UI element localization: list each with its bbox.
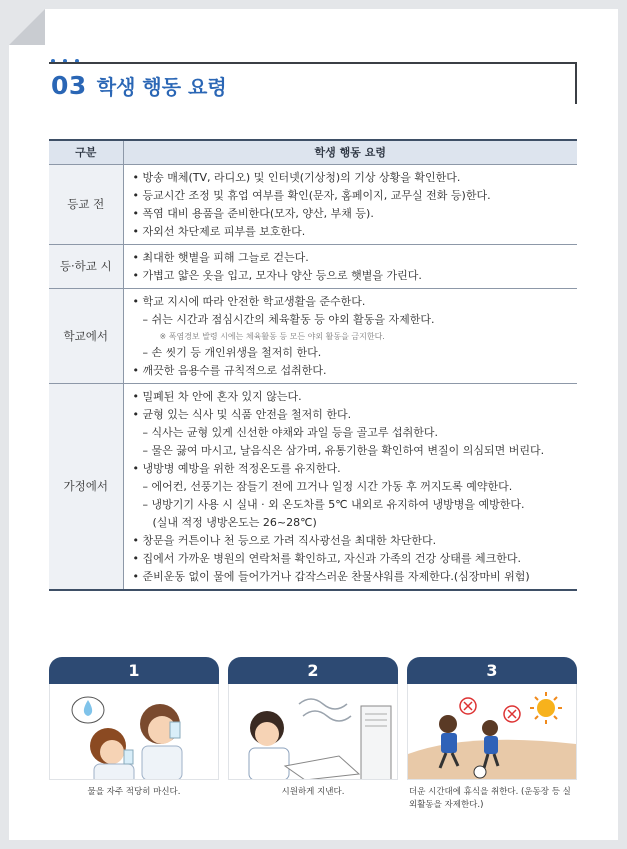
card-caption: 물을 자주 적당히 마신다. — [87, 787, 181, 797]
staying-cool-illustration — [228, 684, 398, 780]
guideline-dash: – 냉방기기 사용 시 실내 · 외 온도차를 5℃ 내외로 유지하여 냉방병을 예방한다. — [133, 496, 572, 514]
guideline-bullet: • 가볍고 얇은 옷을 입고, 모자나 양산 등으로 햇볕을 가린다. — [133, 267, 572, 285]
guideline-bullet: • 창문을 커튼이나 천 등으로 가려 직사광선을 최대한 차단한다. — [133, 532, 572, 550]
card-stay-cool — [228, 657, 398, 799]
table-header-row — [49, 140, 577, 164]
table-row — [49, 244, 577, 288]
row-guidelines — [123, 383, 577, 590]
guideline-bullet: • 준비운동 없이 물에 들어가거나 갑작스러운 찬물샤워를 자제한다.(심장마비 위험) — [133, 568, 572, 586]
table-row — [49, 383, 577, 590]
guideline-bullet: • 냉방병 예방을 위한 적정온도를 유지한다. — [133, 460, 572, 478]
card-number: 3 — [407, 657, 577, 684]
card-number: 2 — [228, 657, 398, 684]
illustration-cards — [49, 657, 577, 827]
row-guidelines — [123, 288, 577, 383]
guideline-bullet: • 방송 매체(TV, 라디오) 및 인터넷(기상청)의 기상 상황을 확인한다. — [133, 169, 572, 187]
card-rest — [407, 657, 577, 812]
card-number: 1 — [49, 657, 219, 684]
row-category: 학교에서 — [49, 288, 123, 383]
row-category: 가정에서 — [49, 383, 123, 590]
guideline-dash: – 에어컨, 선풍기는 잠들기 전에 끄거나 일정 시간 가동 후 꺼지도록 예약한다. — [133, 478, 572, 496]
guideline-bullet: • 폭염 대비 용품을 준비한다(모자, 양산, 부채 등). — [133, 205, 572, 223]
guideline-bullet: • 밀폐된 차 안에 혼자 있지 않는다. — [133, 388, 572, 406]
row-guidelines — [123, 244, 577, 288]
rest-outdoor-illustration — [407, 684, 577, 780]
guideline-cont: (실내 적정 냉방온도는 26~28℃) — [152, 515, 317, 529]
guideline-bullet: • 깨끗한 음용수를 규칙적으로 섭취한다. — [133, 362, 572, 380]
guideline-bullet: • 균형 있는 식사 및 식품 안전을 철저히 한다. — [133, 406, 572, 424]
section-number: 03 — [51, 71, 87, 100]
table-row — [49, 164, 577, 244]
row-category: 등·하교 시 — [49, 244, 123, 288]
header-guidelines: 학생 행동 요령 — [123, 140, 577, 164]
header-category: 구분 — [49, 140, 123, 164]
section-title: 학생 행동 요령 — [96, 75, 227, 99]
card-drink-water — [49, 657, 219, 799]
guideline-dash: – 물은 끓여 마시고, 날음식은 삼가며, 유통기한을 확인하여 변질이 의심되면 버린다. — [133, 442, 572, 460]
student-guide-table — [49, 139, 577, 591]
guideline-bullet: • 최대한 햇볕을 피해 그늘로 걷는다. — [133, 249, 572, 267]
guideline-bullet: • 등교시간 조정 및 휴업 여부를 확인(문자, 홈페이지, 교무실 전화 등)한다. — [133, 187, 572, 205]
table-row — [49, 288, 577, 383]
guideline-dash: – 쉬는 시간과 점심시간의 체육활동 등 야외 활동을 자제한다. — [133, 311, 572, 329]
page-fold-corner — [9, 9, 45, 45]
section-heading — [51, 71, 227, 105]
row-category: 등교 전 — [49, 164, 123, 244]
guideline-dash: – 식사는 균형 있게 신선한 야채와 과일 등을 골고루 섭취한다. — [133, 424, 572, 442]
guideline-bullet: • 자외선 차단제로 피부를 보호한다. — [133, 223, 572, 241]
row-guidelines — [123, 164, 577, 244]
drinking-water-illustration — [49, 684, 219, 780]
guideline-dash: – 손 씻기 등 개인위생을 철저히 한다. — [133, 344, 572, 362]
card-caption: 더운 시간대에 휴식을 취한다. (운동장 등 실외활동을 자제한다.) — [409, 787, 571, 810]
guideline-note: ※ 폭염경보 발령 시에는 체육활동 등 모든 야외 활동을 금지한다. — [133, 329, 572, 344]
guideline-bullet: • 학교 지시에 따라 안전한 학교생활을 준수한다. — [133, 293, 572, 311]
card-caption: 시원하게 지낸다. — [281, 787, 345, 797]
guideline-bullet: • 집에서 가까운 병원의 연락처를 확인하고, 자신과 가족의 건강 상태를 체크한다. — [133, 550, 572, 568]
